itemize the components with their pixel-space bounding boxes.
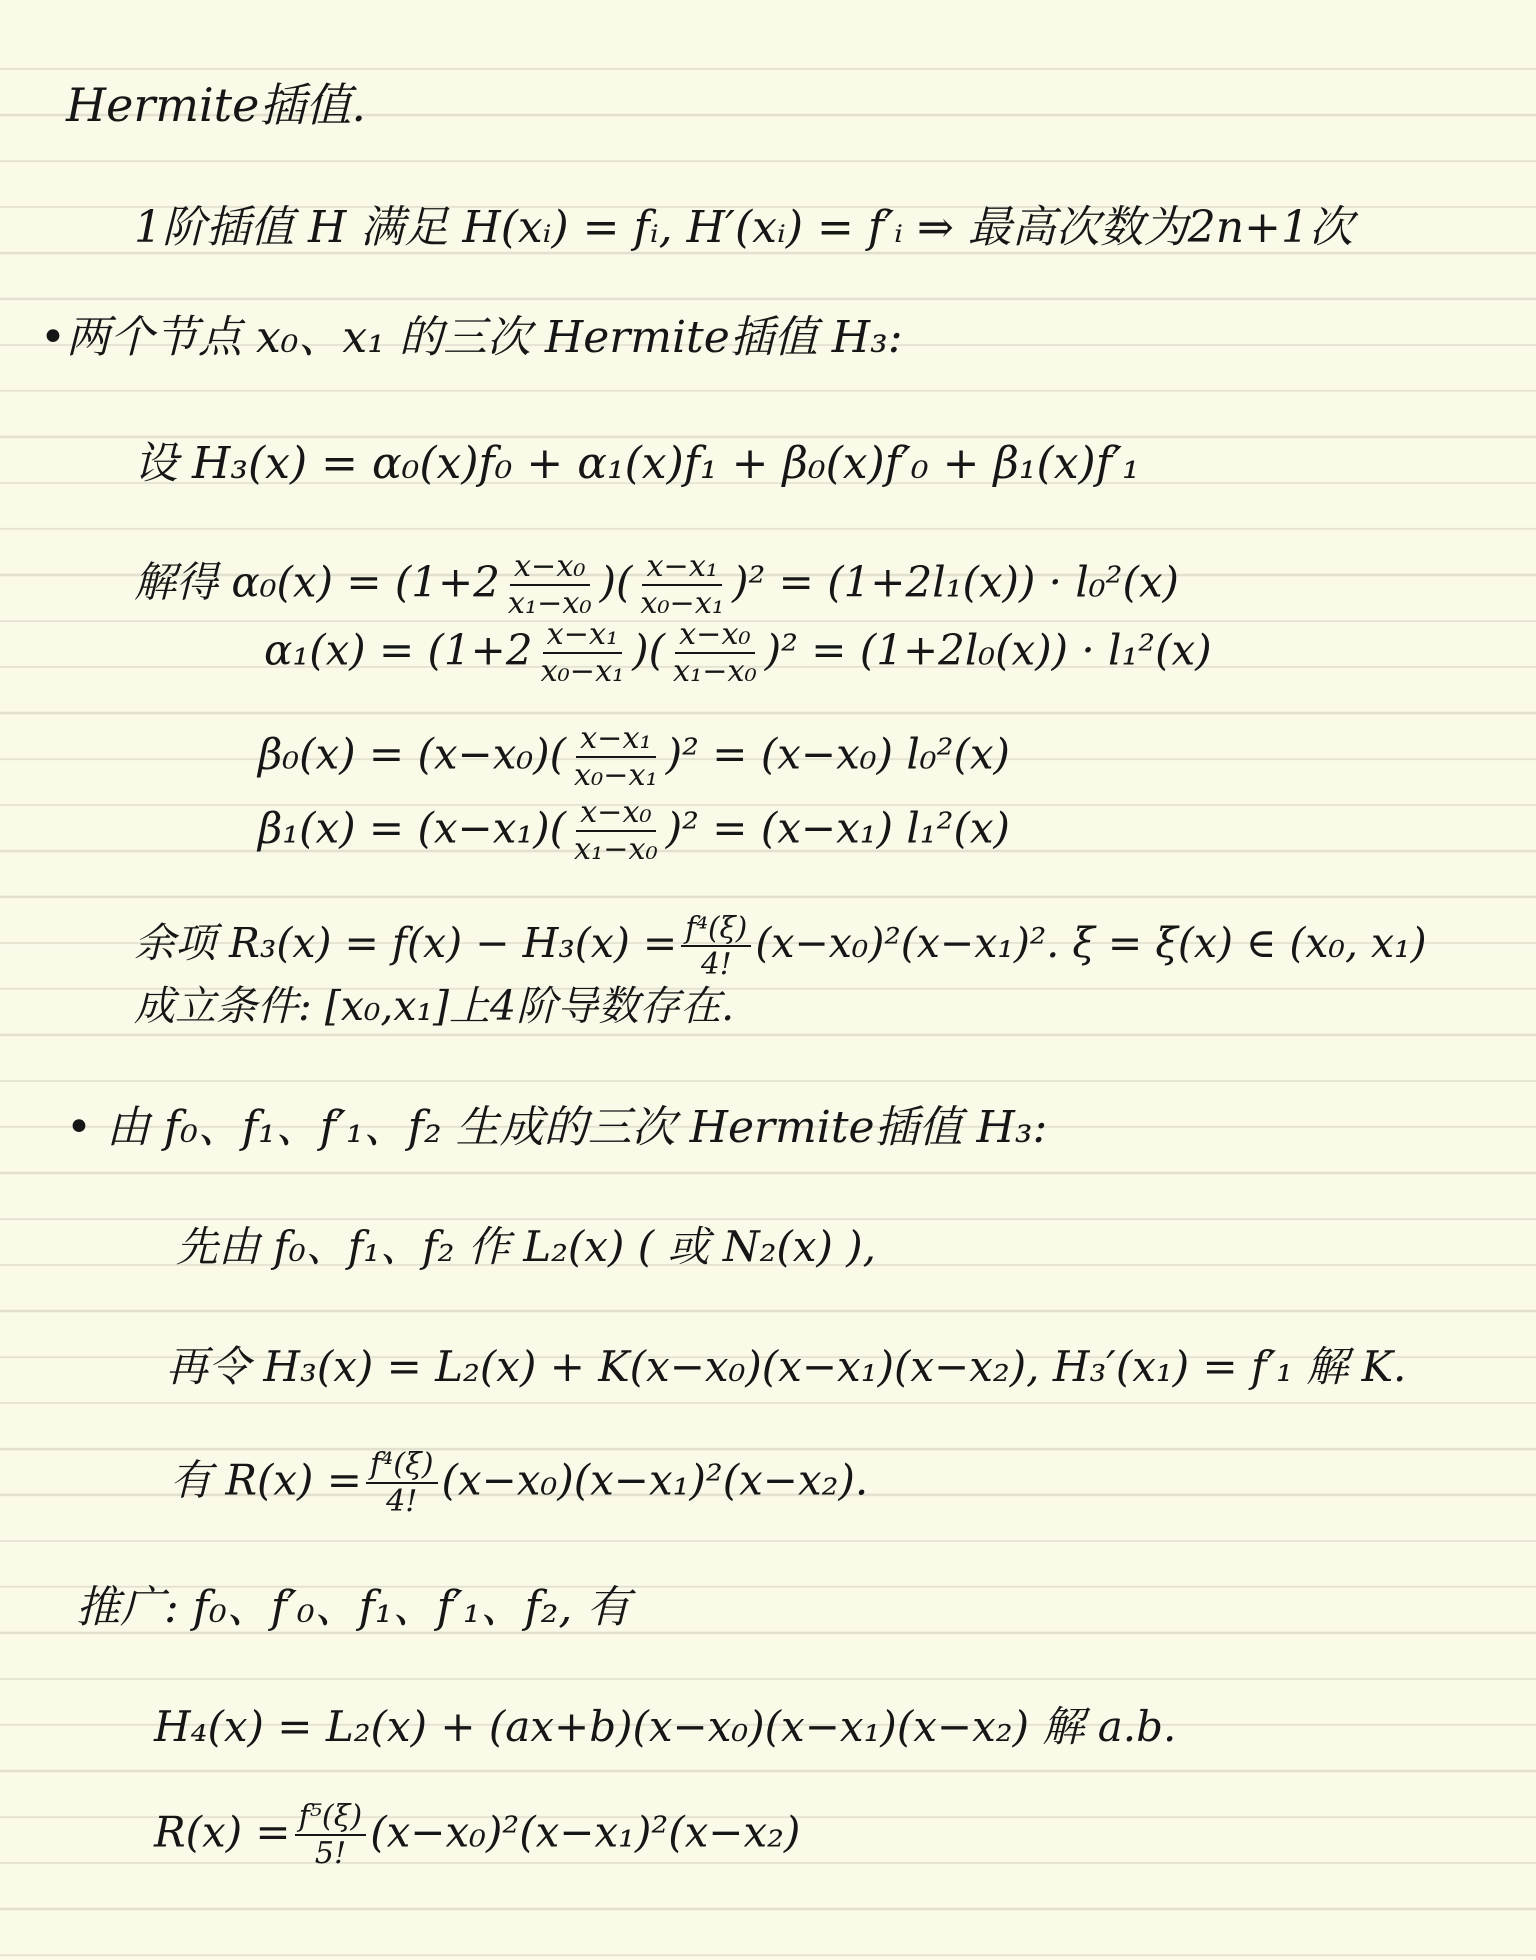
section2-remainder-frac [366, 1448, 438, 1519]
section2-remainder-tail: (x−x₀)(x−x₁)²(x−x₂). [441, 1455, 869, 1505]
beta1-frac [570, 796, 662, 867]
fraction-denominator: x₁−x₀ [574, 832, 658, 868]
section2-step2: 再令 H₃(x) = L₂(x) + K(x−x₀)(x−x₁)(x−x₂), H₃′(x₁) = f′₁ 解 K. [166, 1342, 1407, 1391]
hermite-condition: 1阶插值 H 满足 H(xᵢ) = fᵢ, H′(xᵢ) = f′ᵢ ⇒ 最高次数为2n+1次 [134, 202, 1354, 253]
remainder-r3-frac [681, 912, 751, 981]
fraction-denominator: 4! [700, 947, 732, 982]
section2-step1: 先由 f₀、f₁、f₂ 作 L₂(x) ( 或 N₂(x) ), [176, 1222, 876, 1271]
beta0-tail: )² = (x−x₀) l₀²(x) [665, 729, 1010, 779]
beta1-formula [258, 796, 1010, 867]
fraction-numerator: x−x₀ [510, 550, 590, 586]
section1-heading: •两个节点 x₀、x₁ 的三次 Hermite插值 H₃: [40, 312, 903, 363]
remainder-r3-lead: 余项 R₃(x) = f(x) − H₃(x) = [134, 918, 678, 967]
beta0-formula [258, 722, 1010, 793]
fraction-numerator: x−x₀ [675, 618, 755, 654]
alpha0-formula [134, 550, 1179, 621]
fraction-numerator: x−x₁ [543, 618, 623, 654]
setup-formula: 设 H₃(x) = α₀(x)f₀ + α₁(x)f₁ + β₀(x)f′₀ + β₁(x)f′₁ [134, 438, 1140, 489]
fraction-denominator: x₀−x₁ [640, 586, 725, 622]
fraction-numerator: f⁴(ξ) [366, 1448, 438, 1484]
section3-remainder-lead: R(x) = [154, 1807, 291, 1857]
section2-remainder [170, 1448, 868, 1519]
alpha0-frac2 [636, 550, 728, 621]
fraction-numerator: x−x₀ [576, 796, 656, 832]
condition-text: 成立条件: [x₀,x₁]上4阶导数存在. [134, 982, 735, 1030]
fraction-denominator: 4! [386, 1484, 418, 1520]
fraction-numerator: x−x₁ [576, 722, 656, 758]
section3-remainder-frac [295, 1800, 367, 1871]
alpha0-tail: )² = (1+2l₁(x)) · l₀²(x) [732, 557, 1179, 607]
alpha0-mid: )( [599, 557, 633, 607]
alpha1-formula [264, 618, 1212, 689]
alpha1-mid: )( [632, 625, 666, 675]
alpha1-frac1 [537, 618, 629, 689]
section2-heading: • 由 f₀、f₁、f′₁、f₂ 生成的三次 Hermite插值 H₃: [66, 1102, 1048, 1153]
fraction-numerator: f⁴(ξ) [681, 912, 751, 947]
remainder-r3 [134, 912, 1427, 981]
fraction-denominator: x₀−x₁ [540, 654, 625, 690]
alpha0-frac1 [504, 550, 596, 621]
fraction-numerator: x−x₁ [642, 550, 722, 586]
section3-remainder-tail: (x−x₀)²(x−x₁)²(x−x₂) [370, 1807, 801, 1857]
section3-heading: 推广: f₀、f′₀、f₁、f′₁、f₂, 有 [76, 1582, 631, 1633]
remainder-r3-tail: (x−x₀)²(x−x₁)². ξ = ξ(x) ∈ (x₀, x₁) [755, 918, 1427, 967]
beta1-tail: )² = (x−x₁) l₁²(x) [665, 803, 1010, 853]
beta0-frac [570, 722, 662, 793]
section2-remainder-lead: 有 R(x) = [170, 1455, 362, 1505]
alpha1-frac2 [669, 618, 761, 689]
beta1-lead: β₁(x) = (x−x₁)( [258, 803, 567, 853]
beta0-lead: β₀(x) = (x−x₀)( [258, 729, 567, 779]
fraction-denominator: 5! [314, 1836, 347, 1872]
alpha0-lead: 解得 α₀(x) = (1+2 [134, 557, 500, 607]
alpha1-lead: α₁(x) = (1+2 [264, 625, 533, 675]
fraction-denominator: x₁−x₀ [673, 654, 757, 690]
section3-remainder [154, 1800, 800, 1871]
page-title: Hermite插值. [66, 78, 366, 132]
section3-formula: H₄(x) = L₂(x) + (ax+b)(x−x₀)(x−x₁)(x−x₂) 解 a.b. [154, 1702, 1177, 1751]
alpha1-tail: )² = (1+2l₀(x)) · l₁²(x) [764, 625, 1212, 675]
fraction-numerator: f⁵(ξ) [295, 1800, 367, 1836]
fraction-denominator: x₁−x₀ [507, 586, 592, 622]
fraction-denominator: x₀−x₁ [574, 758, 658, 794]
